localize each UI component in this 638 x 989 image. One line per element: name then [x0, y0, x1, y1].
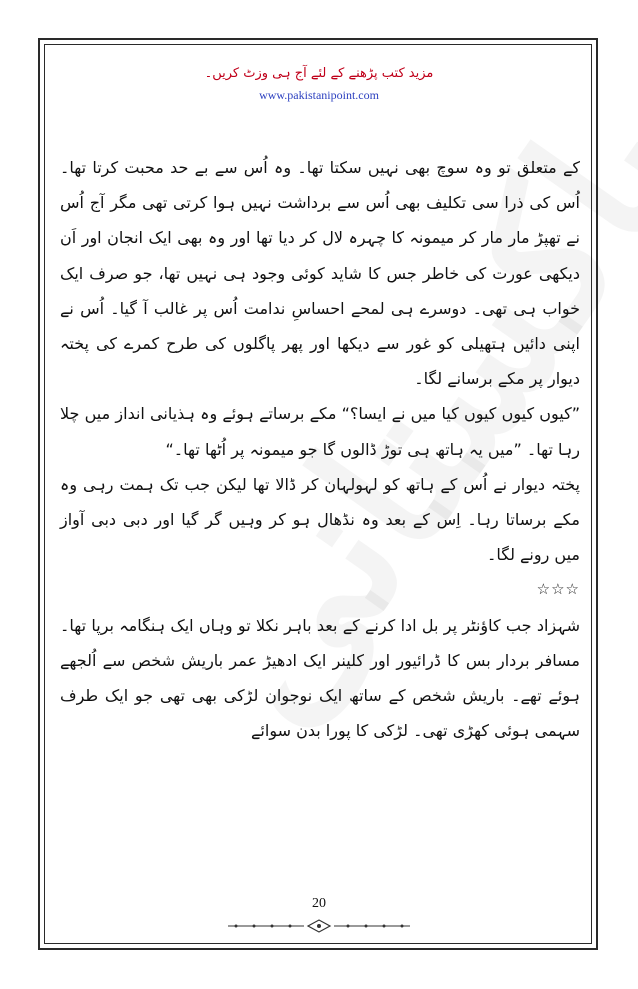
paragraph: پختہ دیوار نے اُس کے ہاتھ کو لہولہان کر ڈالا تھا لیکن جب تک ہمت رہی وہ مکے برساتا رہا۔ اِس کے بعد وہ نڈھال ہو کر وہیں گر گیا اور دبی دبی آواز میں رونے لگا۔	[60, 474, 580, 565]
paragraph: شہزاد جب کاؤنٹر پر بل ادا کرنے کے بعد باہر نکلا تو وہاں ایک ہنگامہ برپا تھا۔ مسافر بردار بس کا ڈرائیور اور کلینر ایک ادھیڑ عمر باریش شخص سے اُلجھے ہوئے تھے۔ باریش شخص کے ساتھ ایک نوجوان لڑکی بھی تھی جو ایک طرف سہمی ہوئی کھڑی تھی۔ لڑکی کا پورا بدن سوائے	[60, 615, 580, 741]
paragraph: ”کیوں کیوں کیوں کیا میں نے ایسا؟“ مکے برساتے ہوئے وہ ہذیانی انداز میں چلا رہا تھا۔ ”میں یہ ہاتھ ہی توڑ ڈالوں گا جو میمونہ پر اُٹھا تھا۔“	[60, 404, 580, 459]
header-promo-text: مزید کتب پڑھنے کے لئے آج ہی وزٹ کریں۔	[204, 66, 434, 81]
footer-ornament	[0, 918, 638, 937]
section-separator: ☆☆☆	[536, 580, 580, 599]
document-body	[60, 150, 580, 748]
header-website-link[interactable]: www.pakistanipoint.com	[259, 88, 379, 102]
ornament-divider-icon	[224, 919, 414, 933]
paragraph: کے متعلق تو وہ سوچ بھی نہیں سکتا تھا۔ وہ اُس سے بے حد محبت کرتا تھا۔ اُس کی ذرا سی تکلیف بھی اُس سے برداشت نہیں ہوا کرتی تھی مگر آج اُس نے تھپڑ مار مار کر میمونہ کا چہرہ لال کر دیا تھا اور وہ بھی ایک انجان اور اَن دیکھی عورت کی خاطر جس کا شاید کوئی وجود ہی نہیں تھا، جو صرف ایک خواب ہی تھی۔ دوسرے ہی لمحے احساسِ ندامت اُس پر غالب آ گیا۔ اُس نے اپنی دائیں ہتھیلی کو غور سے دیکھا اور پھر پاگلوں کی طرح کمرے کی پختہ دیوار پر مکے برسانے لگا۔	[60, 158, 580, 389]
page-number: 20	[312, 896, 326, 911]
